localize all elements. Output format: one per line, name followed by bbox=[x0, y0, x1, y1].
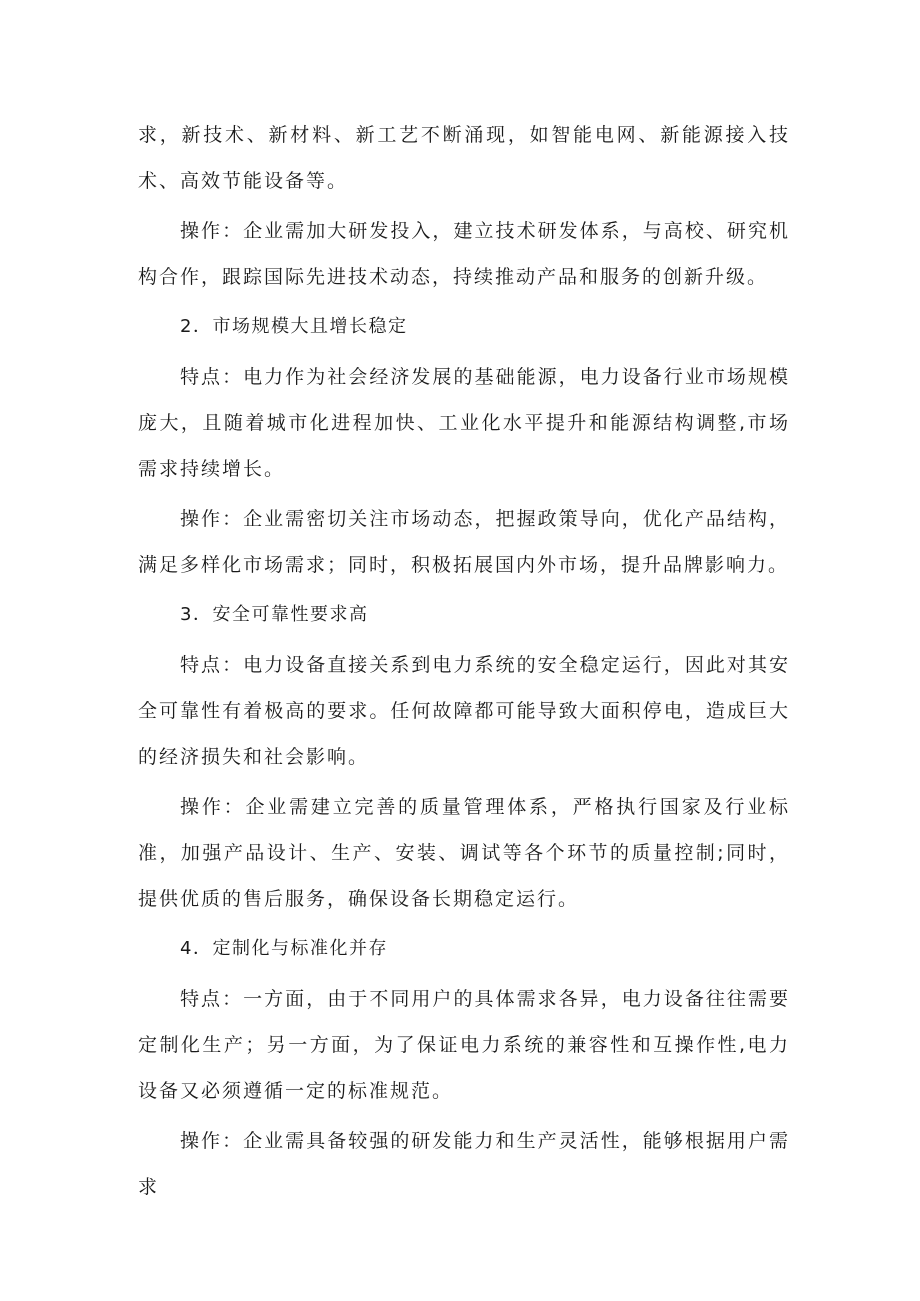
paragraph-operation-3: 操作：企业需建立完善的质量管理体系，严格执行国家及行业标准，加强产品设计、生产、安装、调试等各个环节的质量控制;同时，提供优质的售后服务，确保设备长期稳定运行。 bbox=[138, 796, 790, 910]
document-body bbox=[138, 112, 790, 1210]
paragraph-feature-4: 特点：一方面，由于不同用户的具体需求各异，电力设备往往需要定制化生产；另一方面，为了保证电力系统的兼容性和互操作性,电力设备又必须遵循一定的标准规范。 bbox=[138, 988, 790, 1102]
section-heading-3: 3．安全可靠性要求高 bbox=[180, 604, 369, 625]
section-heading-4: 4．定制化与标准化并存 bbox=[180, 938, 388, 959]
paragraph-feature-2: 特点：电力作为社会经济发展的基础能源，电力设备行业市场规模庞大，且随着城市化进程加快、工业化水平提升和能源结构调整,市场需求持续增长。 bbox=[138, 366, 790, 480]
paragraph-continued: 求，新技术、新材料、新工艺不断涌现，如智能电网、新能源接入技术、高效节能设备等。 bbox=[138, 124, 790, 192]
paragraph-operation-2: 操作：企业需密切关注市场动态，把握政策导向，优化产品结构，满足多样化市场需求；同时，积极拓展国内外市场，提升品牌影响力。 bbox=[138, 508, 790, 576]
paragraph-operation-1: 操作：企业需加大研发投入，建立技术研发体系，与高校、研究机构合作，跟踪国际先进技术动态，持续推动产品和服务的创新升级。 bbox=[138, 220, 790, 288]
paragraph-feature-3: 特点：电力设备直接关系到电力系统的安全稳定运行，因此对其安全可靠性有着极高的要求。任何故障都可能导致大面积停电，造成巨大的经济损失和社会影响。 bbox=[138, 654, 790, 768]
section-heading-2: 2．市场规模大且增长稳定 bbox=[180, 316, 408, 337]
paragraph-operation-4: 操作：企业需具备较强的研发能力和生产灵活性，能够根据用户需求 bbox=[138, 1130, 790, 1198]
